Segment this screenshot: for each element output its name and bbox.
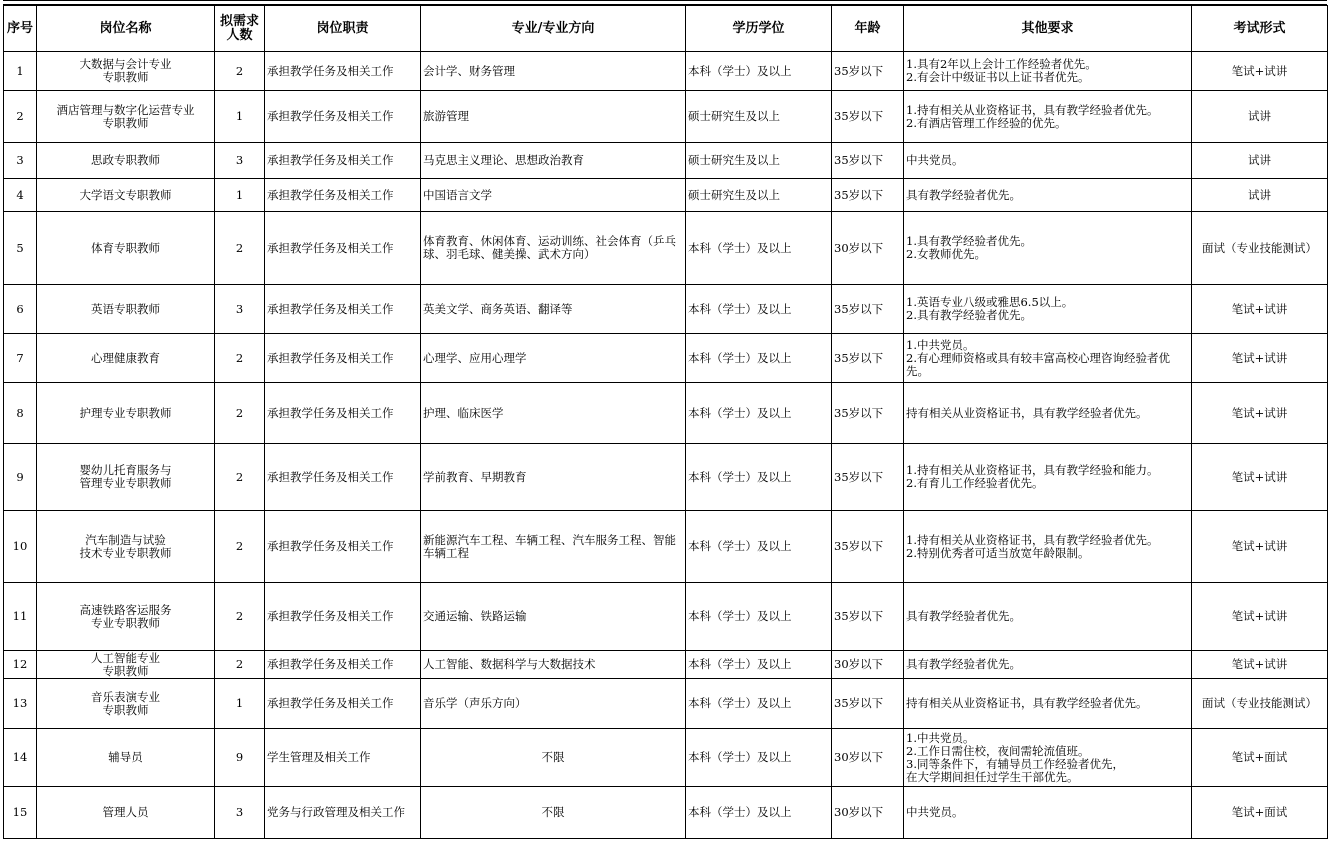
- row-age: 35岁以下: [832, 179, 904, 212]
- row-degree: 本科（学士）及以上: [686, 787, 832, 839]
- row-count: 2: [215, 383, 265, 444]
- row-count: 3: [215, 143, 265, 179]
- row-major: 会计学、财务管理: [421, 52, 686, 91]
- row-exam-format: 笔试+面试: [1192, 787, 1328, 839]
- row-age: 35岁以下: [832, 383, 904, 444]
- header-age: 年龄: [832, 6, 904, 52]
- row-no: 14: [4, 729, 37, 787]
- row-duty: 党务与行政管理及相关工作: [265, 787, 421, 839]
- row-count: 2: [215, 444, 265, 511]
- row-count: 2: [215, 52, 265, 91]
- row-position-name: 辅导员: [37, 729, 215, 787]
- row-no: 12: [4, 651, 37, 679]
- row-no: 3: [4, 143, 37, 179]
- table-row: [4, 143, 1328, 179]
- row-position-name: 体育专职教师: [37, 212, 215, 285]
- row-degree: 本科（学士）及以上: [686, 511, 832, 583]
- row-exam-format: 笔试+面试: [1192, 729, 1328, 787]
- row-count: 3: [215, 787, 265, 839]
- header-exam: 考试形式: [1192, 6, 1328, 52]
- row-position-name: 思政专职教师: [37, 143, 215, 179]
- row-degree: 本科（学士）及以上: [686, 444, 832, 511]
- table-row: [4, 383, 1328, 444]
- table-row: [4, 651, 1328, 679]
- row-position-name: 大学语文专职教师: [37, 179, 215, 212]
- row-exam-format: 笔试+试讲: [1192, 383, 1328, 444]
- row-duty: 承担教学任务及相关工作: [265, 285, 421, 334]
- row-position-name: 大数据与会计专业 专职教师: [37, 52, 215, 91]
- row-no: 2: [4, 91, 37, 143]
- row-duty: 承担教学任务及相关工作: [265, 383, 421, 444]
- row-position-name: 音乐表演专业 专职教师: [37, 679, 215, 729]
- row-count: 3: [215, 285, 265, 334]
- header-no: 序号: [4, 6, 37, 52]
- row-major: 体育教育、休闲体育、运动训练、社会体育（乒乓球、羽毛球、健美操、武术方向）: [421, 212, 686, 285]
- row-no: 13: [4, 679, 37, 729]
- row-duty: 承担教学任务及相关工作: [265, 179, 421, 212]
- row-degree: 本科（学士）及以上: [686, 583, 832, 651]
- row-duty: 承担教学任务及相关工作: [265, 52, 421, 91]
- row-major: 不限: [421, 729, 686, 787]
- row-count: 2: [215, 212, 265, 285]
- row-other-requirements: 1.中共党员。 2.有心理师资格或具有较丰富高校心理咨询经验者优先。: [904, 334, 1192, 383]
- row-age: 35岁以下: [832, 511, 904, 583]
- row-count: 1: [215, 679, 265, 729]
- row-degree: 硕士研究生及以上: [686, 179, 832, 212]
- row-age: 30岁以下: [832, 651, 904, 679]
- row-exam-format: 笔试+试讲: [1192, 285, 1328, 334]
- row-degree: 硕士研究生及以上: [686, 143, 832, 179]
- row-exam-format: 试讲: [1192, 91, 1328, 143]
- row-major: 护理、临床医学: [421, 383, 686, 444]
- row-other-requirements: 1.具有教学经验者优先。 2.女教师优先。: [904, 212, 1192, 285]
- row-degree: 本科（学士）及以上: [686, 729, 832, 787]
- row-no: 10: [4, 511, 37, 583]
- row-no: 11: [4, 583, 37, 651]
- row-major: 音乐学（声乐方向）: [421, 679, 686, 729]
- table-row: [4, 91, 1328, 143]
- row-exam-format: 面试（专业技能测试）: [1192, 212, 1328, 285]
- row-no: 9: [4, 444, 37, 511]
- row-exam-format: 笔试+试讲: [1192, 52, 1328, 91]
- row-other-requirements: 1.中共党员。 2.工作日需住校，夜间需轮流值班。 3.同等条件下，有辅导员工作经验者优先， 在大学期间担任过学生干部优先。: [904, 729, 1192, 787]
- row-other-requirements: 中共党员。: [904, 143, 1192, 179]
- row-exam-format: 笔试+试讲: [1192, 651, 1328, 679]
- row-degree: 本科（学士）及以上: [686, 651, 832, 679]
- row-exam-format: 面试（专业技能测试）: [1192, 679, 1328, 729]
- row-degree: 本科（学士）及以上: [686, 52, 832, 91]
- row-degree: 硕士研究生及以上: [686, 91, 832, 143]
- row-duty: 承担教学任务及相关工作: [265, 212, 421, 285]
- row-no: 1: [4, 52, 37, 91]
- row-count: 2: [215, 651, 265, 679]
- row-major: 旅游管理: [421, 91, 686, 143]
- row-degree: 本科（学士）及以上: [686, 212, 832, 285]
- header-row: [4, 6, 1328, 52]
- table-row: [4, 444, 1328, 511]
- row-exam-format: 笔试+试讲: [1192, 511, 1328, 583]
- row-no: 4: [4, 179, 37, 212]
- table-row: [4, 729, 1328, 787]
- row-age: 30岁以下: [832, 212, 904, 285]
- row-age: 35岁以下: [832, 52, 904, 91]
- row-position-name: 心理健康教育: [37, 334, 215, 383]
- row-no: 7: [4, 334, 37, 383]
- row-count: 2: [215, 583, 265, 651]
- header-major: 专业/专业方向: [421, 6, 686, 52]
- row-exam-format: 笔试+试讲: [1192, 444, 1328, 511]
- header-count: 拟需求 人数: [215, 6, 265, 52]
- row-duty: 承担教学任务及相关工作: [265, 583, 421, 651]
- row-other-requirements: 具有教学经验者优先。: [904, 583, 1192, 651]
- row-other-requirements: 具有教学经验者优先。: [904, 651, 1192, 679]
- row-age: 35岁以下: [832, 143, 904, 179]
- row-age: 35岁以下: [832, 444, 904, 511]
- table-row: [4, 583, 1328, 651]
- row-no: 15: [4, 787, 37, 839]
- row-major: 学前教育、早期教育: [421, 444, 686, 511]
- row-position-name: 管理人员: [37, 787, 215, 839]
- row-major: 不限: [421, 787, 686, 839]
- table-row: [4, 511, 1328, 583]
- row-other-requirements: 中共党员。: [904, 787, 1192, 839]
- row-duty: 承担教学任务及相关工作: [265, 444, 421, 511]
- row-major: 人工智能、数据科学与大数据技术: [421, 651, 686, 679]
- row-position-name: 汽车制造与试验 技术专业专职教师: [37, 511, 215, 583]
- row-age: 35岁以下: [832, 679, 904, 729]
- table-row: [4, 179, 1328, 212]
- table-row: [4, 787, 1328, 839]
- row-age: 35岁以下: [832, 91, 904, 143]
- row-duty: 学生管理及相关工作: [265, 729, 421, 787]
- row-position-name: 婴幼儿托育服务与 管理专业专职教师: [37, 444, 215, 511]
- header-other: 其他要求: [904, 6, 1192, 52]
- row-age: 30岁以下: [832, 729, 904, 787]
- row-major: 新能源汽车工程、车辆工程、汽车服务工程、智能车辆工程: [421, 511, 686, 583]
- row-position-name: 酒店管理与数字化运营专业 专职教师: [37, 91, 215, 143]
- row-exam-format: 试讲: [1192, 179, 1328, 212]
- table-row: [4, 334, 1328, 383]
- header-degree: 学历学位: [686, 6, 832, 52]
- row-count: 9: [215, 729, 265, 787]
- row-other-requirements: 1.英语专业八级或雅思6.5以上。 2.具有教学经验者优先。: [904, 285, 1192, 334]
- row-age: 30岁以下: [832, 787, 904, 839]
- row-age: 35岁以下: [832, 334, 904, 383]
- row-degree: 本科（学士）及以上: [686, 679, 832, 729]
- row-duty: 承担教学任务及相关工作: [265, 91, 421, 143]
- row-no: 8: [4, 383, 37, 444]
- row-position-name: 人工智能专业 专职教师: [37, 651, 215, 679]
- row-exam-format: 笔试+试讲: [1192, 583, 1328, 651]
- row-other-requirements: 具有教学经验者优先。: [904, 179, 1192, 212]
- row-duty: 承担教学任务及相关工作: [265, 651, 421, 679]
- row-major: 中国语言文学: [421, 179, 686, 212]
- table-row: [4, 285, 1328, 334]
- row-count: 2: [215, 511, 265, 583]
- row-count: 1: [215, 179, 265, 212]
- row-age: 35岁以下: [832, 285, 904, 334]
- header-duty: 岗位职责: [265, 6, 421, 52]
- row-no: 6: [4, 285, 37, 334]
- row-degree: 本科（学士）及以上: [686, 383, 832, 444]
- row-duty: 承担教学任务及相关工作: [265, 143, 421, 179]
- table-row: [4, 679, 1328, 729]
- row-major: 交通运输、铁路运输: [421, 583, 686, 651]
- row-other-requirements: 持有相关从业资格证书，具有教学经验者优先。: [904, 679, 1192, 729]
- row-position-name: 护理专业专职教师: [37, 383, 215, 444]
- table-row: [4, 52, 1328, 91]
- row-major: 心理学、应用心理学: [421, 334, 686, 383]
- header-position: 岗位名称: [37, 6, 215, 52]
- row-age: 35岁以下: [832, 583, 904, 651]
- row-position-name: 英语专职教师: [37, 285, 215, 334]
- row-count: 1: [215, 91, 265, 143]
- row-duty: 承担教学任务及相关工作: [265, 511, 421, 583]
- row-other-requirements: 持有相关从业资格证书，具有教学经验者优先。: [904, 383, 1192, 444]
- row-position-name: 高速铁路客运服务 专业专职教师: [37, 583, 215, 651]
- row-major: 英美文学、商务英语、翻译等: [421, 285, 686, 334]
- row-degree: 本科（学士）及以上: [686, 285, 832, 334]
- row-other-requirements: 1.具有2年以上会计工作经验者优先。 2.有会计中级证书以上证书者优先。: [904, 52, 1192, 91]
- row-other-requirements: 1.持有相关从业资格证书，具有教学经验者优先。 2.有酒店管理工作经验的优先。: [904, 91, 1192, 143]
- row-major: 马克思主义理论、思想政治教育: [421, 143, 686, 179]
- row-exam-format: 试讲: [1192, 143, 1328, 179]
- row-exam-format: 笔试+试讲: [1192, 334, 1328, 383]
- recruitment-table: [3, 5, 1328, 839]
- row-degree: 本科（学士）及以上: [686, 334, 832, 383]
- row-duty: 承担教学任务及相关工作: [265, 679, 421, 729]
- row-other-requirements: 1.持有相关从业资格证书，具有教学经验者优先。 2.特别优秀者可适当放宽年龄限制。: [904, 511, 1192, 583]
- row-duty: 承担教学任务及相关工作: [265, 334, 421, 383]
- row-no: 5: [4, 212, 37, 285]
- row-other-requirements: 1.持有相关从业资格证书，具有教学经验和能力。 2.有育儿工作经验者优先。: [904, 444, 1192, 511]
- row-count: 2: [215, 334, 265, 383]
- table-row: [4, 212, 1328, 285]
